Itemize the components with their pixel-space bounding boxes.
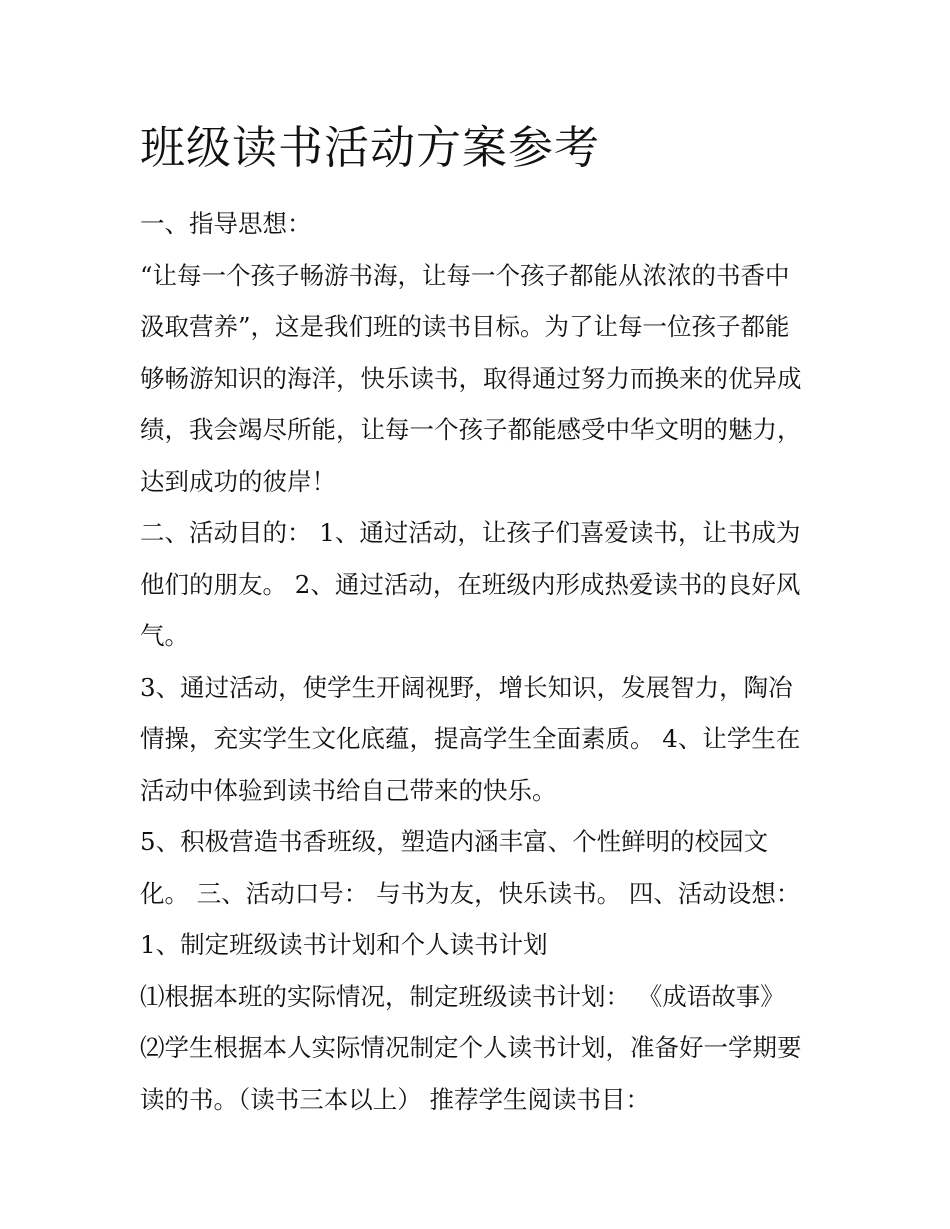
text-line: 绩，我会竭尽所能，让每一个孩子都能感受中华文明的魅力， <box>140 415 802 444</box>
text-line: 5、积极营造书香班级，塑造内涵丰富、个性鲜明的校园文 <box>140 827 769 856</box>
text-line: ⑵学生根据本人实际情况制定个人读书计划，准备好一学期要 <box>140 1033 802 1062</box>
text-line: 情操，充实学生文化底蕴，提高学生全面素质。 4、让学生在 <box>140 724 801 753</box>
text-line: 一、指导思想： <box>140 209 312 238</box>
text-line: 化。 三、活动口号： 与书为友，快乐读书。 四、活动设想： <box>140 878 801 908</box>
text-line: 汲取营养”，这是我们班的读书目标。为了让每一位孩子都能 <box>140 312 790 341</box>
text-line: ⑴根据本班的实际情况，制定班级读书计划： 《成语故事》 <box>140 981 785 1011</box>
text-line: 气。 <box>140 621 189 650</box>
text-line: 够畅游知识的海洋，快乐读书，取得通过努力而换来的优异成 <box>140 363 802 393</box>
text-line: 读的书。（读书三本以上） 推荐学生阅读书目： <box>140 1084 651 1114</box>
document-title: 班级读书活动方案参考 <box>140 121 601 174</box>
text-line: 3、通过活动，使学生开阔视野，增长知识，发展智力，陶冶 <box>140 672 793 702</box>
text-line: 二、活动目的： 1、通过活动，让孩子们喜爱读书，让书成为 <box>140 518 801 547</box>
text-line: 达到成功的彼岸！ <box>140 466 336 496</box>
text-line: 他们的朋友。 2、通过活动，在班级内形成热爱读书的良好风 <box>140 569 801 599</box>
text-line: 活动中体验到读书给自己带来的快乐。 <box>140 775 557 805</box>
document-body <box>140 198 820 1125</box>
text-line: “让每一个孩子畅游书海，让每一个孩子都能从浓浓的书香中 <box>140 260 790 290</box>
text-line: 1、制定班级读书计划和个人读书计划 <box>140 930 548 959</box>
